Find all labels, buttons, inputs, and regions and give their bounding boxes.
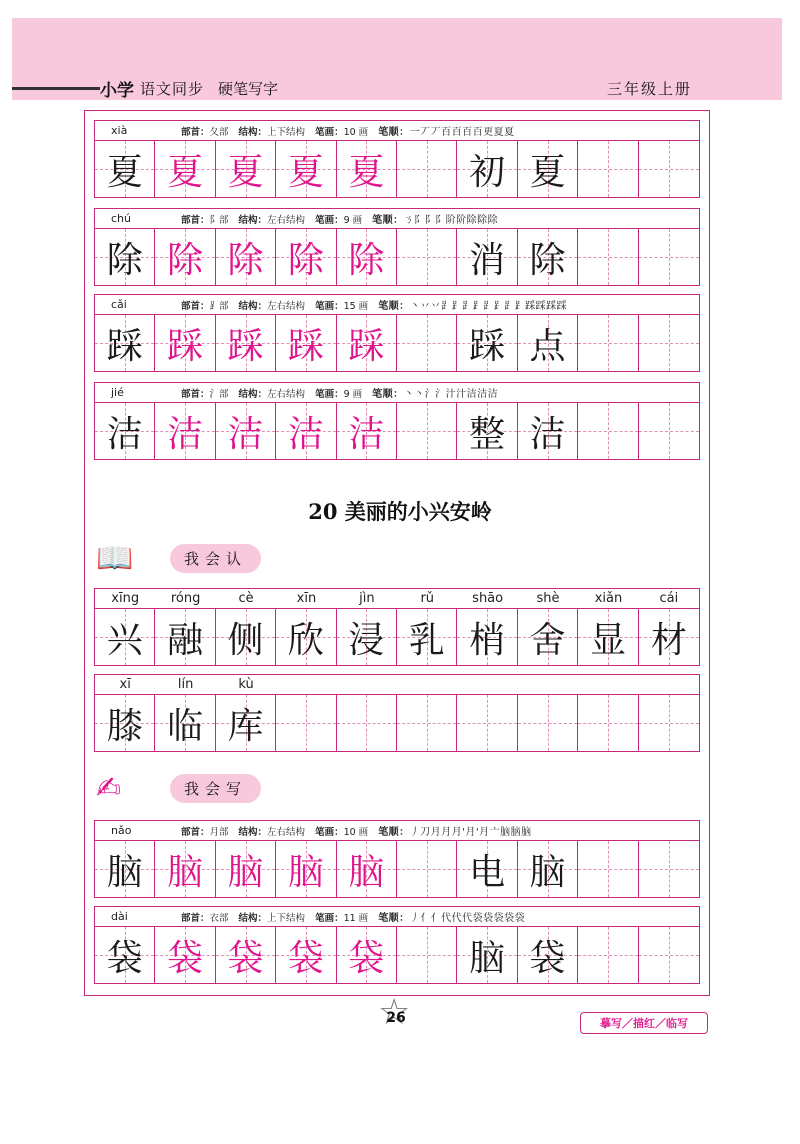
pinyin-cell: lín bbox=[177, 677, 194, 692]
strokes-field: 笔画：9 画 bbox=[315, 388, 363, 400]
grid-cell bbox=[518, 229, 578, 285]
strokes-field-label: 笔画： bbox=[315, 214, 344, 226]
grid-cell bbox=[155, 403, 215, 459]
strokes-field: 笔画：11 画 bbox=[315, 912, 369, 924]
grid-char: 踩 bbox=[106, 325, 143, 367]
pinyin-label: cǎi bbox=[111, 298, 127, 311]
grid-cell bbox=[95, 229, 155, 285]
grade-label: 三年级上册 bbox=[606, 80, 692, 98]
structure-field-label: 结构： bbox=[238, 826, 268, 838]
grid-cell bbox=[216, 141, 276, 197]
stroke-order-field: 笔顺：丿刀月月月'月'月亠脑脑脑 bbox=[378, 827, 532, 838]
grid-char: 兴 bbox=[106, 619, 143, 661]
grid-char: 显 bbox=[589, 619, 626, 661]
section-write bbox=[96, 770, 261, 806]
recognize-pinyin-row bbox=[94, 588, 700, 608]
writing-grid bbox=[94, 140, 700, 198]
stroke-order-label: 笔顺： bbox=[378, 913, 410, 924]
pinyin-label: xià bbox=[111, 124, 128, 137]
pinyin-cell: rǔ bbox=[420, 591, 435, 606]
grid-cell bbox=[337, 403, 397, 459]
char-info-row bbox=[94, 820, 700, 840]
pinyin-cell bbox=[518, 675, 578, 694]
lesson-title: 20 美丽的小兴安岭 bbox=[308, 499, 492, 524]
writing-grid bbox=[94, 840, 700, 898]
section-recognize bbox=[96, 540, 261, 576]
stroke-order-field: 笔顺：一丆丆百百百百更夏夏 bbox=[378, 127, 515, 138]
grid-char: 袋 bbox=[529, 937, 566, 979]
stroke-order-field: 笔顺：丶丷丷⻊⻊⻊⻊⻊⻊⻊⻊踩踩踩踩 bbox=[378, 301, 568, 312]
grid-char: 洁 bbox=[529, 413, 566, 455]
stroke-order-label: 笔顺： bbox=[378, 301, 410, 312]
grid-char: 除 bbox=[348, 239, 385, 281]
grid-cell bbox=[95, 403, 155, 459]
grid-char: 袋 bbox=[227, 937, 264, 979]
pinyin-cell: róng bbox=[170, 591, 201, 606]
grid-cell bbox=[276, 695, 336, 751]
grid-char: 浸 bbox=[348, 619, 385, 661]
writing-grid bbox=[94, 314, 700, 372]
grid-char: 夏 bbox=[348, 151, 385, 193]
grid-cell bbox=[397, 403, 457, 459]
grid-cell bbox=[276, 229, 336, 285]
grid-cell bbox=[216, 927, 276, 983]
grid-char: 梢 bbox=[469, 619, 506, 661]
grid-cell bbox=[397, 315, 457, 371]
grid-char: 夏 bbox=[167, 151, 204, 193]
grid-cell bbox=[639, 927, 699, 983]
grid-char: 初 bbox=[469, 151, 506, 193]
grid-cell bbox=[578, 609, 638, 665]
grid-cell bbox=[337, 841, 397, 897]
grid-cell bbox=[578, 927, 638, 983]
grid-cell bbox=[337, 609, 397, 665]
recognize-pinyin-row bbox=[94, 674, 700, 694]
stroke-order-label: 笔顺： bbox=[378, 127, 410, 138]
grid-cell bbox=[155, 927, 215, 983]
grid-cell bbox=[337, 315, 397, 371]
radical-field: 部首：氵部 bbox=[181, 388, 229, 400]
radical-field-label: 部首： bbox=[181, 300, 210, 312]
grid-cell bbox=[578, 841, 638, 897]
pinyin-cell bbox=[457, 675, 517, 694]
grid-cell bbox=[216, 841, 276, 897]
structure-field-label: 结构： bbox=[238, 126, 268, 138]
grid-cell bbox=[216, 609, 276, 665]
structure-field-label: 结构： bbox=[238, 388, 268, 400]
grid-cell bbox=[95, 609, 155, 665]
grid-cell bbox=[155, 315, 215, 371]
pinyin-cell: jìn bbox=[359, 591, 375, 606]
stroke-order-field: 笔顺：ㄋ阝阝阝阶阶除除除 bbox=[372, 215, 499, 226]
grid-cell bbox=[518, 609, 578, 665]
grid-char: 舍 bbox=[529, 619, 566, 661]
grid-char: 夏 bbox=[287, 151, 324, 193]
page-number: ☆ 26 bbox=[376, 1004, 416, 1032]
grid-cell bbox=[276, 315, 336, 371]
grid-char: 除 bbox=[227, 239, 264, 281]
grid-char: 袋 bbox=[106, 937, 143, 979]
radical-field-label: 部首： bbox=[181, 826, 210, 838]
strokes-field-label: 笔画： bbox=[315, 388, 344, 400]
structure-field-label: 结构： bbox=[238, 300, 268, 312]
pinyin-cell: shè bbox=[536, 591, 560, 606]
grid-cell bbox=[155, 695, 215, 751]
grid-cell bbox=[95, 927, 155, 983]
grid-char: 夏 bbox=[106, 151, 143, 193]
grid-cell bbox=[95, 841, 155, 897]
grid-cell bbox=[155, 609, 215, 665]
stroke-order-label: 笔顺： bbox=[372, 389, 404, 400]
practice-block bbox=[94, 294, 700, 372]
grid-char: 洁 bbox=[106, 413, 143, 455]
grid-char: 踩 bbox=[348, 325, 385, 367]
stroke-order-field: 笔顺：丶丶氵氵汁汁洁洁洁 bbox=[372, 389, 499, 400]
section-recognize-label: 我会认 bbox=[170, 544, 261, 573]
practice-block bbox=[94, 208, 700, 286]
grid-cell bbox=[457, 609, 517, 665]
grid-cell bbox=[518, 927, 578, 983]
grid-cell bbox=[397, 695, 457, 751]
strokes-field-label: 笔画： bbox=[315, 300, 344, 312]
strokes-field-label: 笔画： bbox=[315, 826, 344, 838]
grid-cell bbox=[578, 695, 638, 751]
grid-char: 袋 bbox=[348, 937, 385, 979]
grid-char: 侧 bbox=[227, 619, 264, 661]
char-info-row bbox=[94, 120, 700, 140]
section-write-label: 我会写 bbox=[170, 774, 261, 803]
practice-block bbox=[94, 906, 700, 984]
grid-char: 洁 bbox=[348, 413, 385, 455]
practice-block bbox=[94, 120, 700, 198]
grid-cell bbox=[337, 229, 397, 285]
grid-char: 点 bbox=[529, 325, 566, 367]
grid-char: 欣 bbox=[287, 619, 324, 661]
grid-cell bbox=[639, 229, 699, 285]
strokes-field: 笔画：10 画 bbox=[315, 126, 369, 138]
grid-cell bbox=[155, 141, 215, 197]
structure-field: 结构：上下结构 bbox=[238, 912, 306, 924]
structure-field: 结构：左右结构 bbox=[238, 300, 306, 312]
grid-cell bbox=[397, 841, 457, 897]
pen-hand-icon: ✍ bbox=[96, 770, 122, 806]
grid-cell bbox=[457, 229, 517, 285]
grid-char: 库 bbox=[227, 705, 264, 747]
grid-cell bbox=[216, 403, 276, 459]
structure-field: 结构：上下结构 bbox=[238, 126, 306, 138]
grid-cell bbox=[518, 841, 578, 897]
recognize-char-row bbox=[94, 608, 700, 666]
grid-char: 膝 bbox=[106, 705, 143, 747]
grid-char: 脑 bbox=[348, 851, 385, 893]
radical-field: 部首：阝部 bbox=[181, 214, 229, 226]
structure-field: 结构：左右结构 bbox=[238, 214, 306, 226]
grid-char: 临 bbox=[167, 705, 204, 747]
grid-char: 消 bbox=[469, 239, 506, 281]
stroke-order-field: 笔顺：丿亻亻代代代袋袋袋袋袋 bbox=[378, 913, 526, 924]
radical-field-label: 部首： bbox=[181, 126, 210, 138]
radical-field: 部首：月部 bbox=[181, 826, 229, 838]
practice-block bbox=[94, 820, 700, 898]
grid-cell bbox=[457, 695, 517, 751]
grid-cell bbox=[95, 695, 155, 751]
brand-primary: 小学 bbox=[100, 80, 134, 101]
grid-cell bbox=[155, 229, 215, 285]
grid-char: 踩 bbox=[287, 325, 324, 367]
footer-tag: 摹写／描红／临写 bbox=[580, 1012, 708, 1034]
radical-field-label: 部首： bbox=[181, 214, 210, 226]
pinyin-label: nǎo bbox=[111, 824, 132, 837]
pinyin-label: chú bbox=[111, 212, 131, 225]
grid-char: 脑 bbox=[106, 851, 143, 893]
book-star-icon: 📖 bbox=[96, 540, 134, 576]
pinyin-cell bbox=[276, 675, 336, 694]
structure-field-label: 结构： bbox=[238, 214, 268, 226]
radical-field: 部首：夂部 bbox=[181, 126, 229, 138]
grid-cell bbox=[639, 315, 699, 371]
grid-cell bbox=[457, 315, 517, 371]
grid-cell bbox=[457, 927, 517, 983]
grid-cell bbox=[457, 403, 517, 459]
grid-char: 踩 bbox=[227, 325, 264, 367]
grid-char: 融 bbox=[167, 619, 204, 661]
grid-char: 踩 bbox=[469, 325, 506, 367]
grid-char: 洁 bbox=[287, 413, 324, 455]
grid-cell bbox=[95, 141, 155, 197]
grid-cell bbox=[639, 141, 699, 197]
grid-char: 除 bbox=[106, 239, 143, 281]
grid-cell bbox=[518, 403, 578, 459]
grid-cell bbox=[337, 695, 397, 751]
pinyin-cell: xī bbox=[119, 677, 131, 692]
grid-cell bbox=[578, 403, 638, 459]
grid-char: 洁 bbox=[167, 413, 204, 455]
grid-cell bbox=[639, 841, 699, 897]
grid-cell bbox=[457, 841, 517, 897]
brand-title bbox=[100, 76, 278, 100]
radical-field-label: 部首： bbox=[181, 912, 210, 924]
grid-cell bbox=[276, 141, 336, 197]
strokes-field: 笔画：15 画 bbox=[315, 300, 369, 312]
char-info-row bbox=[94, 294, 700, 314]
grid-char: 脑 bbox=[227, 851, 264, 893]
grid-char: 踩 bbox=[167, 325, 204, 367]
grid-char: 材 bbox=[650, 619, 687, 661]
strokes-field-label: 笔画： bbox=[315, 912, 344, 924]
writing-grid bbox=[94, 402, 700, 460]
pinyin-cell: kù bbox=[238, 677, 254, 692]
char-info-row bbox=[94, 208, 700, 228]
grid-cell bbox=[216, 315, 276, 371]
grid-char: 夏 bbox=[227, 151, 264, 193]
grid-char: 脑 bbox=[167, 851, 204, 893]
pinyin-cell bbox=[337, 675, 397, 694]
grid-cell bbox=[639, 609, 699, 665]
grid-char: 除 bbox=[529, 239, 566, 281]
pinyin-cell bbox=[578, 675, 638, 694]
grid-cell bbox=[397, 927, 457, 983]
grid-char: 洁 bbox=[227, 413, 264, 455]
strokes-field: 笔画：10 画 bbox=[315, 826, 369, 838]
strokes-field: 笔画：9 画 bbox=[315, 214, 363, 226]
grid-char: 脑 bbox=[287, 851, 324, 893]
grid-cell bbox=[578, 315, 638, 371]
grid-cell bbox=[518, 315, 578, 371]
structure-field: 结构：左右结构 bbox=[238, 826, 306, 838]
grid-char: 脑 bbox=[469, 937, 506, 979]
char-info-row bbox=[94, 906, 700, 926]
pinyin-cell: shāo bbox=[472, 591, 504, 606]
pinyin-cell: xiǎn bbox=[594, 591, 623, 606]
grid-cell bbox=[337, 141, 397, 197]
grid-cell bbox=[95, 315, 155, 371]
grid-char: 除 bbox=[287, 239, 324, 281]
grid-char: 整 bbox=[469, 413, 506, 455]
pinyin-cell: cái bbox=[659, 591, 679, 606]
grid-cell bbox=[216, 695, 276, 751]
grid-char: 乳 bbox=[408, 619, 445, 661]
grid-cell bbox=[578, 141, 638, 197]
pinyin-label: jié bbox=[111, 386, 124, 399]
grid-cell bbox=[578, 229, 638, 285]
pinyin-cell bbox=[397, 675, 457, 694]
grid-cell bbox=[337, 927, 397, 983]
grid-cell bbox=[276, 403, 336, 459]
grid-cell bbox=[639, 695, 699, 751]
grid-char: 电 bbox=[469, 851, 506, 893]
grid-cell bbox=[276, 927, 336, 983]
writing-grid bbox=[94, 926, 700, 984]
grid-cell bbox=[276, 841, 336, 897]
grid-char: 除 bbox=[167, 239, 204, 281]
radical-field: 部首：衣部 bbox=[181, 912, 229, 924]
grid-char: 袋 bbox=[287, 937, 324, 979]
grid-char: 脑 bbox=[529, 851, 566, 893]
grid-cell bbox=[397, 229, 457, 285]
grid-cell bbox=[457, 141, 517, 197]
pinyin-cell: xīn bbox=[296, 591, 317, 606]
grid-cell bbox=[518, 695, 578, 751]
grid-cell bbox=[397, 141, 457, 197]
recognize-row-2 bbox=[94, 674, 700, 752]
grid-char: 袋 bbox=[167, 937, 204, 979]
grid-cell bbox=[276, 609, 336, 665]
grid-cell bbox=[518, 141, 578, 197]
strokes-field-label: 笔画： bbox=[315, 126, 344, 138]
recognize-row-1 bbox=[94, 588, 700, 666]
structure-field: 结构：左右结构 bbox=[238, 388, 306, 400]
radical-field: 部首：⻊部 bbox=[181, 300, 229, 312]
grid-cell bbox=[155, 841, 215, 897]
radical-field-label: 部首： bbox=[181, 388, 210, 400]
grid-cell bbox=[216, 229, 276, 285]
header-rule bbox=[12, 87, 100, 90]
writing-grid bbox=[94, 228, 700, 286]
stroke-order-label: 笔顺： bbox=[372, 215, 404, 226]
structure-field-label: 结构： bbox=[238, 912, 268, 924]
pinyin-label: dài bbox=[111, 910, 128, 923]
grid-char: 夏 bbox=[529, 151, 566, 193]
stroke-order-label: 笔顺： bbox=[378, 827, 410, 838]
pinyin-cell: cè bbox=[238, 591, 254, 606]
grid-cell bbox=[639, 403, 699, 459]
char-info-row bbox=[94, 382, 700, 402]
brand-secondary: 语文同步 bbox=[140, 79, 205, 98]
grid-cell bbox=[397, 609, 457, 665]
recognize-char-row bbox=[94, 694, 700, 752]
pinyin-cell: xīng bbox=[111, 591, 140, 606]
practice-block bbox=[94, 382, 700, 460]
pinyin-cell bbox=[639, 675, 699, 694]
brand-subtitle: 硬笔写字 bbox=[218, 79, 279, 98]
